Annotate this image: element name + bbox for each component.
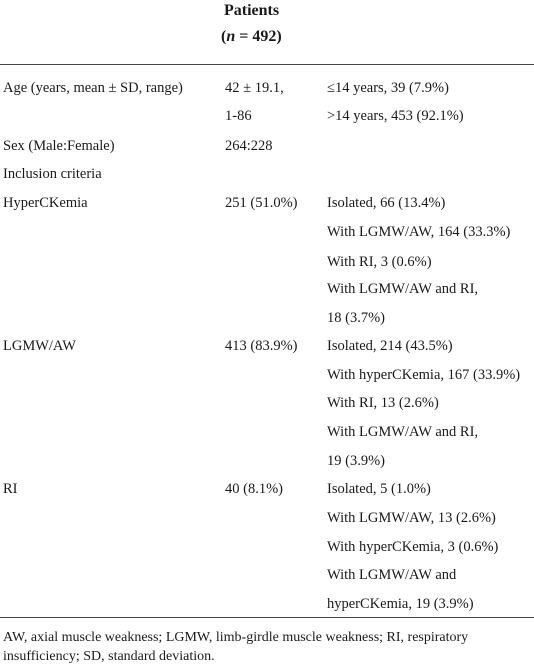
table-cell-c2: 251 (51.0%) — [225, 195, 298, 211]
table-cell-c1: RI — [3, 481, 18, 497]
table-cell-c3: With RI, 3 (0.6%) — [327, 254, 432, 270]
table-cell-c3: With LGMW/AW and RI, — [327, 281, 479, 297]
table-cell-c3: hyperCKemia, 19 (3.9%) — [327, 596, 474, 612]
table-cell-c3: With RI, 13 (2.6%) — [327, 395, 439, 411]
table-cell-c3: With LGMW/AW and RI, — [327, 424, 479, 440]
table-cell-c2: 1-86 — [225, 108, 252, 124]
table-cell-c3: With LGMW/AW, 13 (2.6%) — [327, 510, 496, 526]
table-cell-c1: HyperCKemia — [3, 195, 88, 211]
table-cell-c3: Isolated, 214 (43.5%) — [327, 338, 453, 354]
table-cell-c2: 413 (83.9%) — [225, 338, 298, 354]
table-cell-c3: With hyperCKemia, 167 (33.9%) — [327, 367, 521, 383]
table-cell-c3: With hyperCKemia, 3 (0.6%) — [327, 539, 499, 555]
table-cell-c3: With LGMW/AW and — [327, 567, 457, 583]
table-cell-c3: 18 (3.7%) — [327, 310, 385, 326]
table-cell-c1: Sex (Male:Female) — [3, 138, 115, 154]
table-cell-c1: Inclusion criteria — [3, 166, 102, 182]
bottom-rule — [0, 617, 534, 618]
table-cell-c3: ≤14 years, 39 (7.9%) — [327, 80, 449, 96]
patient-count: (n = 492) — [221, 28, 282, 45]
table-cell-c3: >14 years, 453 (92.1%) — [327, 108, 464, 124]
table-footnote: AW, axial muscle weakness; LGMW, limb-girdle muscle weakness; RI, respiratory insufficiency; SD, standard deviation. — [3, 630, 469, 664]
table-cell-c3: Isolated, 5 (1.0%) — [327, 481, 431, 497]
table-cell-c1: LGMW/AW — [3, 338, 76, 354]
table-cell-c2: 40 (8.1%) — [225, 481, 283, 497]
table-cell-c3: With LGMW/AW, 164 (33.3%) — [327, 224, 511, 240]
header-rule — [0, 64, 534, 65]
column-title: Patients — [224, 2, 280, 19]
table-cell-c2: 42 ± 19.1, — [225, 80, 284, 96]
table-cell-c2: 264:228 — [225, 138, 273, 154]
table-cell-c3: Isolated, 66 (13.4%) — [327, 195, 446, 211]
table-cell-c3: 19 (3.9%) — [327, 453, 385, 469]
table-cell-c1: Age (years, mean ± SD, range) — [3, 80, 183, 96]
